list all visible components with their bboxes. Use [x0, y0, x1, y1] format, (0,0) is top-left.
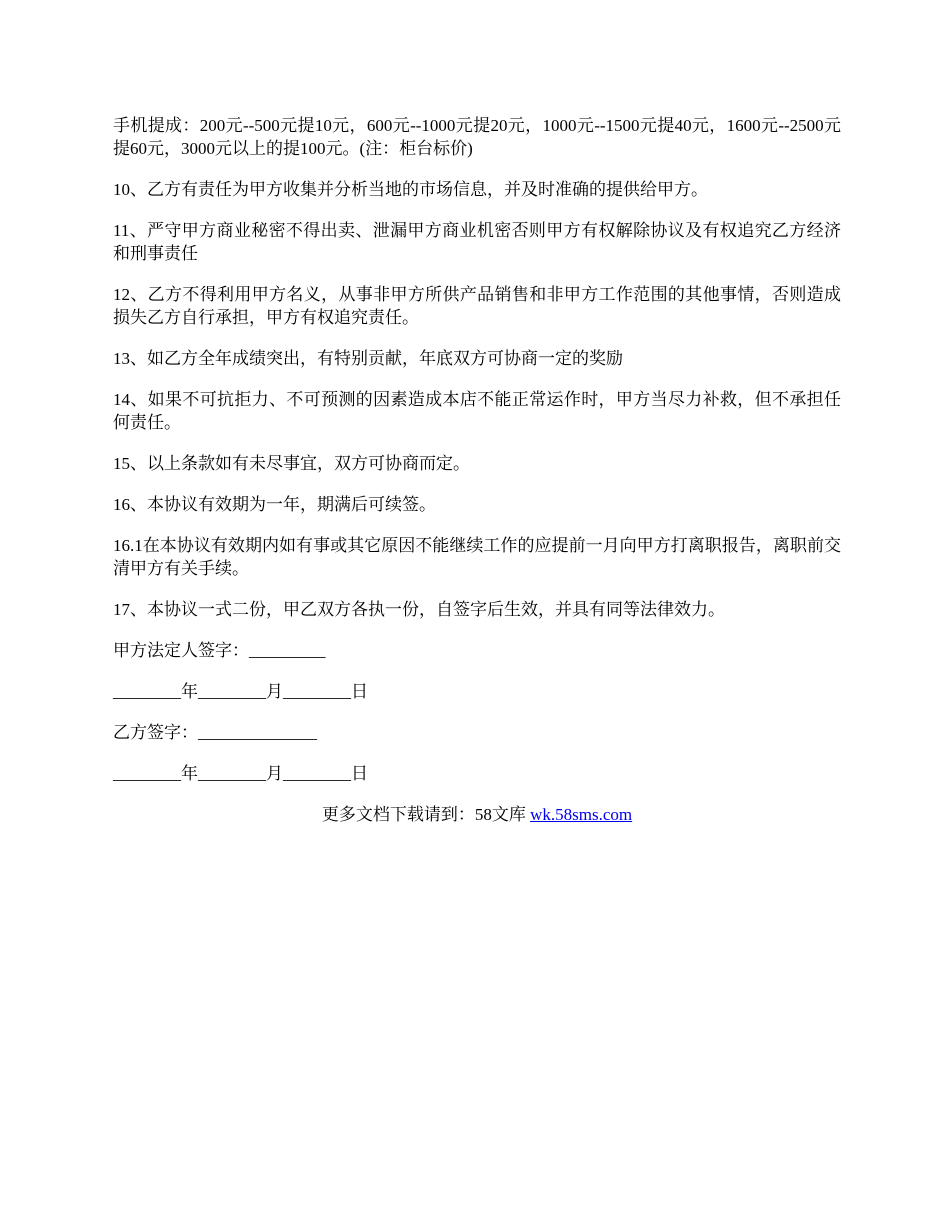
paragraph-clause-14: 14、如果不可抗拒力、不可预测的因素造成本店不能正常运作时，甲方当尽力补救，但不承担任何责任。: [113, 390, 841, 432]
party-a-date-line: ________年________月________日: [113, 682, 368, 701]
footer-link[interactable]: wk.58sms.com: [530, 805, 633, 824]
footer: [113, 803, 841, 826]
footer-prefix: 更多文档下载请到：58文库: [321, 805, 531, 824]
party-b-date-line: ________年________月________日: [113, 764, 368, 783]
party-a-signature-line: 甲方法定人签字：_________: [113, 641, 326, 660]
paragraph-clause-11: 11、严守甲方商业秘密不得出卖、泄漏甲方商业机密否则甲方有权解除协议及有权追究乙方经济和刑事责任: [113, 221, 841, 263]
paragraph-commission: 手机提成：200元--500元提10元，600元--1000元提20元，1000元--1500元提40元，1600元--2500元提60元，3000元以上的提100元。(注：柜台标价): [113, 116, 841, 158]
party-b-signature-line: 乙方签字：______________: [113, 723, 317, 742]
paragraph-clause-16-1: 16.1在本协议有效期内如有事或其它原因不能继续工作的应提前一月向甲方打离职报告，离职前交清甲方有关手续。: [113, 536, 841, 578]
document-page: [113, 114, 841, 843]
paragraph-clause-17: 17、本协议一式二份，甲乙双方各执一份，自签字后生效，并具有同等法律效力。: [113, 600, 725, 619]
paragraph-clause-15: 15、以上条款如有未尽事宜，双方可协商而定。: [113, 454, 470, 473]
paragraph-clause-10: 10、乙方有责任为甲方收集并分析当地的市场信息，并及时准确的提供给甲方。: [113, 180, 708, 199]
paragraph-clause-16: 16、本协议有效期为一年，期满后可续签。: [113, 495, 436, 514]
paragraph-clause-12: 12、乙方不得利用甲方名义，从事非甲方所供产品销售和非甲方工作范围的其他事情，否则造成损失乙方自行承担，甲方有权追究责任。: [113, 285, 841, 327]
paragraph-clause-13: 13、如乙方全年成绩突出，有特别贡献，年底双方可协商一定的奖励: [113, 349, 623, 368]
